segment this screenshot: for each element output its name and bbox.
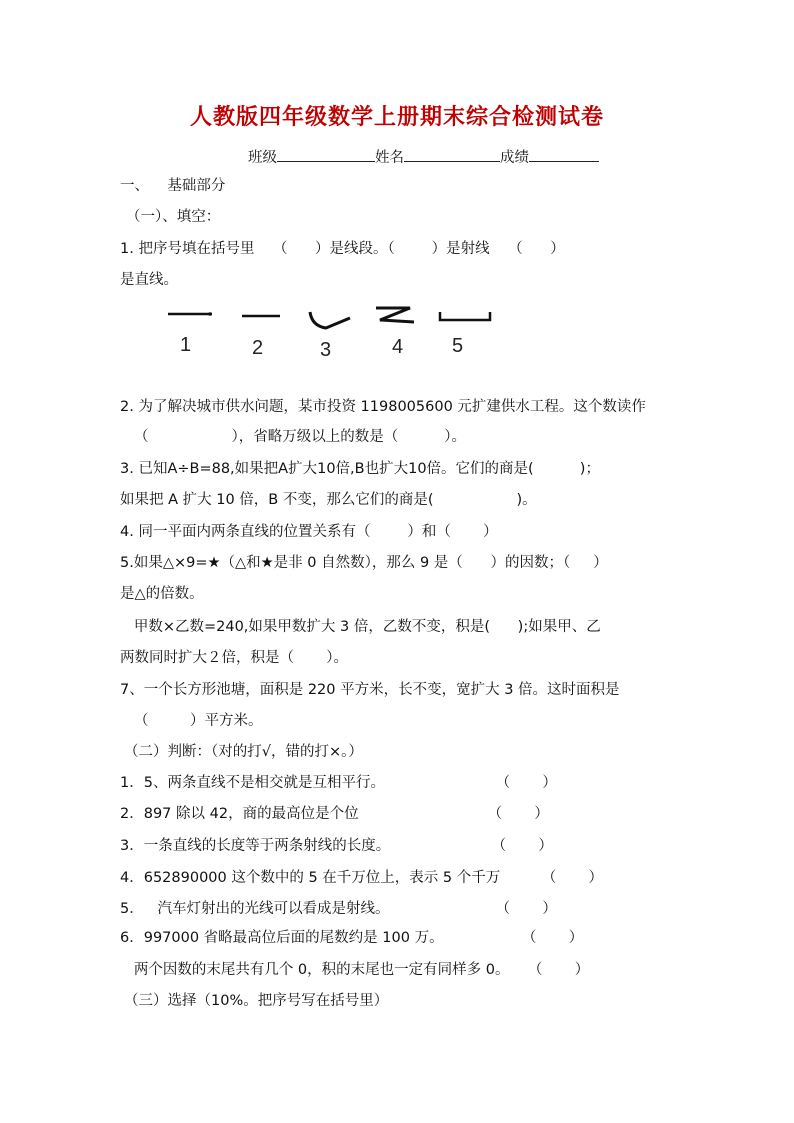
fill-heading: （一）、填空： — [126, 209, 221, 225]
figure-label-3: 3 — [320, 339, 332, 361]
exam-title: 人教版四年级数学上册期末综合检测试卷 — [189, 104, 604, 130]
q1-line2: 是直线。 — [120, 272, 178, 288]
figure-label-2: 2 — [252, 337, 264, 359]
judge-heading: （二）判断：（对的打√，错的打×。） — [124, 744, 363, 760]
q6-line1: 甲数×乙数=240,如果甲数扩大 3 倍，乙数不变，积是( );如果甲、乙 — [120, 619, 601, 635]
score-label: 成绩 — [500, 150, 529, 166]
q3-line1: 3. 已知A÷B=88,如果把A扩大10倍,B也扩大10倍。它们的商是( )； — [120, 461, 600, 477]
judge-item-7: 两个因数的末尾共有几个 0，积的末尾也一定有同样多 0。 （ ） — [120, 962, 590, 978]
q5-line1: 5.如果△×9=★（△和★是非 0 自然数），那么 9 是（ ）的因数；（ ） — [120, 555, 608, 571]
judge-item-2: 2．897 除以 42，商的最高位是个位 （ ） — [120, 806, 549, 822]
q4: 4. 同一平面内两条直线的位置关系有（ ）和（ ） — [120, 524, 498, 540]
class-label: 班级 — [248, 150, 277, 166]
q2-line1: 2. 为了解决城市供水问题，某市投资 1198005600 元扩建供水工程。这个数读作 — [120, 399, 646, 415]
judge-item-3: 3．一条直线的长度等于两条射线的长度。 （ ） — [120, 838, 553, 854]
q5-line2: 是△的倍数。 — [120, 586, 204, 602]
q2-line2: （ ），省略万级以上的数是（ ）。 — [134, 429, 467, 445]
judge-item-1: 1．5、两条直线不是相交就是互相平行。 （ ） — [120, 775, 557, 791]
figure-label-5: 5 — [452, 335, 464, 357]
score-blank — [529, 147, 599, 162]
figure-label-4: 4 — [392, 336, 404, 358]
q1-line1: 1. 把序号填在括号里 （ ）是线段。（ ）是射线 （ ） — [120, 241, 565, 257]
judge-item-6: 6．997000 省略最高位后面的尾数约是 100 万。 （ ） — [120, 930, 584, 946]
choice-heading: （三）选择（10%。把序号写在括号里） — [124, 993, 389, 1009]
line-figures — [160, 300, 500, 370]
student-info — [248, 146, 599, 167]
figure-1-segment — [168, 312, 212, 316]
figure-3-angle — [310, 312, 350, 328]
figure-5-segment — [440, 312, 490, 320]
class-blank — [277, 147, 375, 162]
name-label: 姓名 — [375, 150, 404, 166]
figure-4-zigzag — [376, 308, 414, 322]
q6-line2: 两数同时扩大２倍，积是（ ）。 — [120, 650, 349, 666]
q7-line2: （ ）平方米。 — [134, 713, 263, 729]
judge-item-4: 4．652890000 这个数中的 5 在千万位上，表示 5 个千万 （ ） — [120, 870, 603, 886]
q3-line2: 如果把 A 扩大 10 倍，B 不变，那么它们的商是( )。 — [120, 492, 537, 508]
figure-label-1: 1 — [180, 334, 192, 356]
q7-line1: 7、一个长方形池塘，面积是 220 平方米，长不变，宽扩大 3 倍。这时面积是 — [120, 682, 620, 698]
name-blank — [404, 147, 500, 162]
judge-item-5: 5． 汽车灯射出的光线可以看成是射线。 （ ） — [120, 901, 557, 917]
section1-heading: 一、 基础部分 — [120, 178, 226, 194]
